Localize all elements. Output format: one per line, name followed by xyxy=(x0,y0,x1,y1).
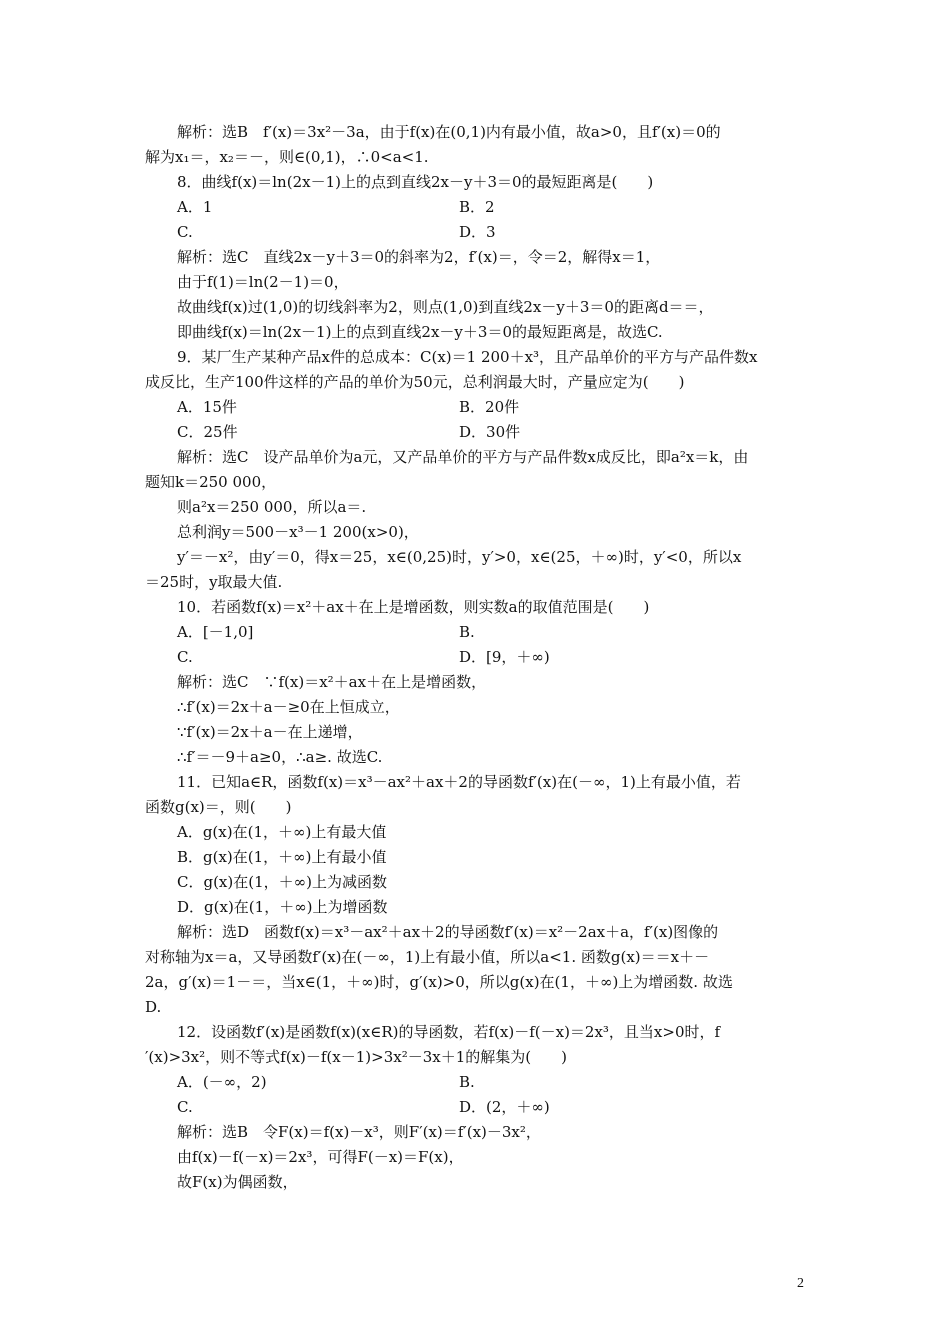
text-line: 由f(x)－f(－x)＝2x³，可得F(－x)＝F(x)， xyxy=(177,1148,464,1166)
text-line: 故F(x)为偶函数， xyxy=(177,1173,298,1191)
text-line: 则a²x＝250 000，所以a＝. xyxy=(177,498,367,516)
option-d: D．30件 xyxy=(459,423,521,441)
question-11-stem: 11．已知a∈R，函数f(x)＝x³－ax²＋ax＋2的导函数f′(x)在(－∞，1)上有最小值，若 xyxy=(177,773,741,791)
text-line: ＝25时，y取最大值. xyxy=(145,573,283,591)
option-d: D．[9，＋∞) xyxy=(459,648,550,666)
text-line: 2a，g′(x)＝1－＝，当x∈(1，＋∞)时，g′(x)>0，所以g(x)在(1，＋∞)上为增函数. 故选 xyxy=(145,973,733,991)
text-line: ∴f′(x)＝2x＋a－≥0在上恒成立， xyxy=(177,698,400,716)
text-line: ∵f′(x)＝2x＋a－在上递增， xyxy=(177,723,363,741)
text-line: 总利润y＝500－x³－1 200(x>0)， xyxy=(177,523,419,541)
option-a: A．15件 xyxy=(177,398,237,416)
text-line: 解析：选C 直线2x－y＋3＝0的斜率为2，f′(x)＝，令＝2，解得x＝1， xyxy=(177,248,661,266)
option-d: D．3 xyxy=(459,223,496,241)
option-c: C. xyxy=(177,1098,193,1116)
option-b: B. xyxy=(459,1073,475,1091)
text-line: 成反比，生产100件这样的产品的单价为50元，总利润最大时，产量应定为( ) xyxy=(145,373,685,391)
text-line: ∴f′＝－9＋a≥0，∴a≥. 故选C. xyxy=(177,748,383,766)
text-line: 故曲线f(x)过(1,0)的切线斜率为2，则点(1,0)到直线2x－y＋3＝0的距离d＝＝， xyxy=(177,298,714,316)
option-b: B．20件 xyxy=(459,398,520,416)
text-line: 解析：选B 令F(x)＝f(x)－x³，则F′(x)＝f′(x)－3x²， xyxy=(177,1123,541,1141)
option-a: A．g(x)在(1，＋∞)上有最大值 xyxy=(177,823,387,841)
option-a: A．(－∞，2) xyxy=(177,1073,267,1091)
option-b: B．g(x)在(1，＋∞)上有最小值 xyxy=(177,848,387,866)
option-a: A．[－1,0] xyxy=(177,623,254,641)
text-line: 函数g(x)＝，则( ) xyxy=(145,798,292,816)
option-d: D．(2，＋∞) xyxy=(459,1098,550,1116)
option-c: C．25件 xyxy=(177,423,238,441)
text-line: D. xyxy=(145,998,162,1016)
option-a: A．1 xyxy=(177,198,213,216)
question-10-stem: 10．若函数f(x)＝x²＋ax＋在上是增函数，则实数a的取值范围是( ) xyxy=(177,598,650,616)
text-line: 解析：选B f′(x)＝3x²－3a，由于f(x)在(0,1)内有最小值，故a>0，且f′(x)＝0的 xyxy=(177,123,721,141)
text-line: 对称轴为x＝a，又导函数f′(x)在(－∞，1)上有最小值，所以a<1. 函数g(x)＝＝x＋－ xyxy=(145,948,710,966)
option-c: C. xyxy=(177,648,193,666)
question-8-stem: 8．曲线f(x)＝ln(2x－1)上的点到直线2x－y＋3＝0的最短距离是( ) xyxy=(177,173,654,191)
option-c: C. xyxy=(177,223,193,241)
option-b: B. xyxy=(459,623,475,641)
text-line: 解析：选C 设产品单价为a元，又产品单价的平方与产品件数x成反比，即a²x＝k，由 xyxy=(177,448,749,466)
text-line: y′＝－x²，由y′＝0，得x＝25，x∈(0,25)时，y′>0，x∈(25，＋∞)时，y′<0，所以x xyxy=(177,548,742,566)
text-line: 由于f(1)＝ln(2－1)＝0， xyxy=(177,273,349,291)
text-line: 解析：选C ∵f(x)＝x²＋ax＋在上是增函数， xyxy=(177,673,487,691)
page-number: 2 xyxy=(797,1276,804,1291)
text-line: ′(x)>3x²，则不等式f(x)－f(x－1)>3x²－3x＋1的解集为( ) xyxy=(145,1048,567,1066)
text-line: 解为x₁＝，x₂＝－，则∈(0,1)，∴0<a<1. xyxy=(145,148,429,166)
option-c: C．g(x)在(1，＋∞)上为减函数 xyxy=(177,873,387,891)
option-d: D．g(x)在(1，＋∞)上为增函数 xyxy=(177,898,388,916)
text-line: 即曲线f(x)＝ln(2x－1)上的点到直线2x－y＋3＝0的最短距离是，故选C. xyxy=(177,323,663,341)
text-line: 解析：选D 函数f(x)＝x³－ax²＋ax＋2的导函数f′(x)＝x²－2ax＋a，f′(x)图像的 xyxy=(177,923,719,941)
text-line: 题知k＝250 000， xyxy=(145,473,277,491)
option-b: B．2 xyxy=(459,198,495,216)
question-9-stem: 9．某厂生产某种产品x件的总成本：C(x)＝1 200＋x³，且产品单价的平方与产品件数x xyxy=(177,348,758,366)
question-12-stem: 12．设函数f′(x)是函数f(x)(x∈R)的导函数，若f(x)－f(－x)＝2x³，且当x>0时，f xyxy=(177,1023,721,1041)
